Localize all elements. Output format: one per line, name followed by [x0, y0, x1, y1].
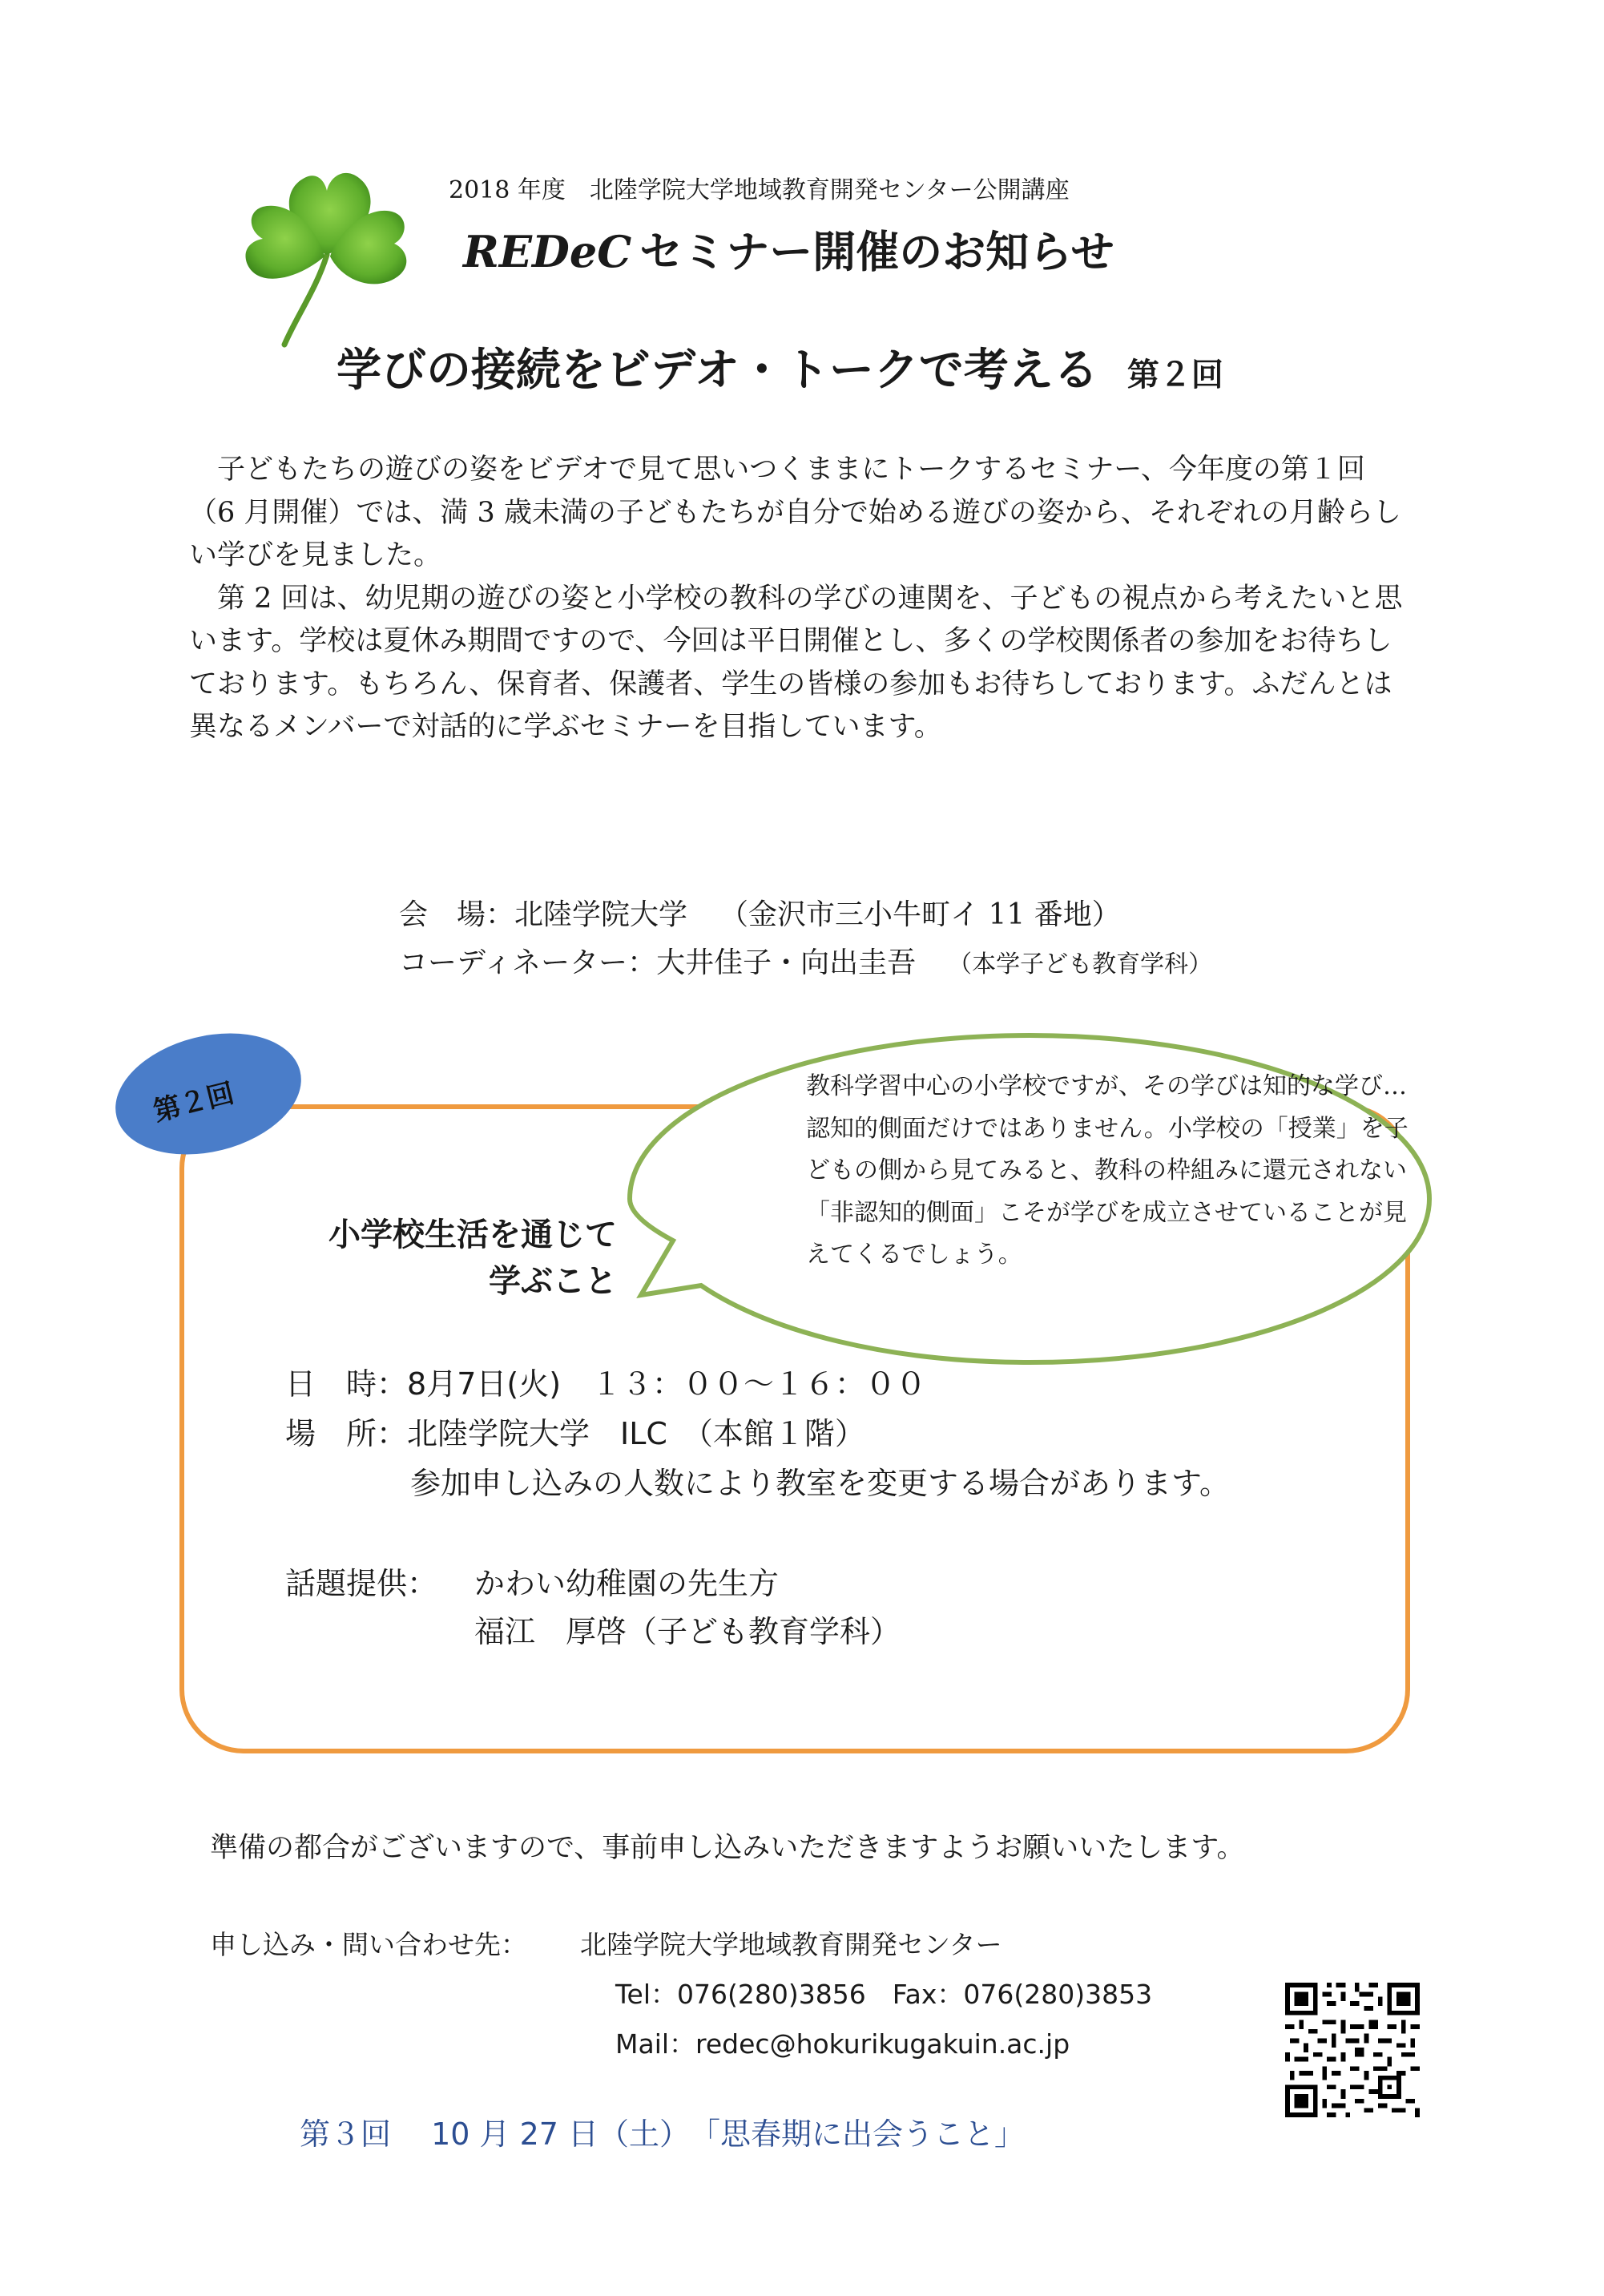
place-label: 場 所： [285, 1416, 408, 1451]
venue-name: 北陸学院大学 [514, 898, 688, 931]
contact-info [210, 1920, 1152, 2069]
date-value: 8月7日(火) １３：００～１６：００ [407, 1366, 927, 1402]
topic-provider-1: かわい幼稚園の先生方 [474, 1566, 780, 1601]
clover-image [240, 160, 413, 349]
place-value: 北陸学院大学 ILC （本館１階） [407, 1416, 865, 1451]
main-title-session: 第２回 [1126, 357, 1223, 393]
topic-providers [285, 1560, 901, 1656]
venue-label: 会 場： [399, 898, 515, 931]
header-brand: REDeC [463, 226, 632, 277]
place-note: 参加申し込みの人数により教室を変更する場合があります。 [410, 1466, 1230, 1501]
main-title-text: 学びの接続をビデオ・トークで考える [337, 345, 1098, 397]
session-details [285, 1359, 1230, 1508]
contact-tel-fax: Tel：076(280)3856 Fax：076(280)3853 [615, 1979, 1153, 2010]
header-title [463, 218, 1114, 280]
venue-info [399, 891, 1212, 989]
header-subtitle: 2018 年度 北陸学院大学地域教育開発センター公開講座 [449, 176, 1070, 204]
intro-paragraph-1: 子どもたちの遊びの姿をビデオで見て思いつくままにトークするセミナー、今年度の第１回（6 月開催）では、満 3 歳未満の子どもたちが自分で始める遊びの姿から、それぞれの月齢らしい学びを見ました。 [189, 454, 1401, 571]
contact-mail[interactable]: Mail：redec@hokurikugakuin.ac.jp [615, 2028, 1070, 2060]
contact-label: 申し込み・問い合わせ先： [210, 1929, 527, 1960]
topic-label: 話題提供： [285, 1566, 438, 1601]
header-title-text: セミナー開催のお知らせ [639, 227, 1114, 277]
coordinator-label: コーディネーター： [399, 946, 657, 979]
coordinator-dept: （本学子ども教育学科） [948, 950, 1213, 979]
topic-provider-2: 福江 厚啓（子ども教育学科） [474, 1614, 901, 1649]
session-badge-label: 第２回 [150, 1077, 238, 1128]
session-title-line-2: 学ぶこと [489, 1263, 617, 1300]
bubble-text: 教科学習中心の小学校ですが、その学びは知的な学び…認知的側面だけではありません。小学校の「授業」を子どもの側から見てみると、教科の枠組みに還元されない「非認知的側面」こそが学びを成立させていることが見えてくるでしょう。 [806, 1072, 1409, 1269]
session-title-line-1: 小学校生活を通じて [328, 1217, 617, 1253]
registration-request: 準備の都合がございますので、事前申し込みいただきますようお願いいたします。 [210, 1832, 1245, 1864]
date-label: 日 時： [285, 1366, 408, 1402]
intro-paragraph-2: 第 2 回は、幼児期の遊びの姿と小学校の教科の学びの連関を、子どもの視点から考えたいと思います。学校は夏休み期間ですので、今回は平日開催とし、多くの学校関係者の参加をお待ちしております。もちろん、保育者、保護者、学生の皆様の参加もお待ちしております。ふだんとは異なるメンバーで対話的に学ぶセミナーを目指しています。 [189, 582, 1403, 743]
intro-text [189, 449, 1407, 749]
next-session: 第３回 10 月 27 日（土） 「思春期に出会うこと」 [300, 2116, 1026, 2152]
session-title [272, 1212, 617, 1305]
coordinator-names: 大井佳子・向出圭吾 [656, 946, 917, 979]
qr-code[interactable] [1285, 1983, 1420, 2117]
main-title [337, 335, 1223, 399]
contact-org: 北陸学院大学地域教育開発センター [580, 1929, 1002, 1960]
venue-address: （金沢市三小牛町イ 11 番地） [719, 898, 1121, 931]
